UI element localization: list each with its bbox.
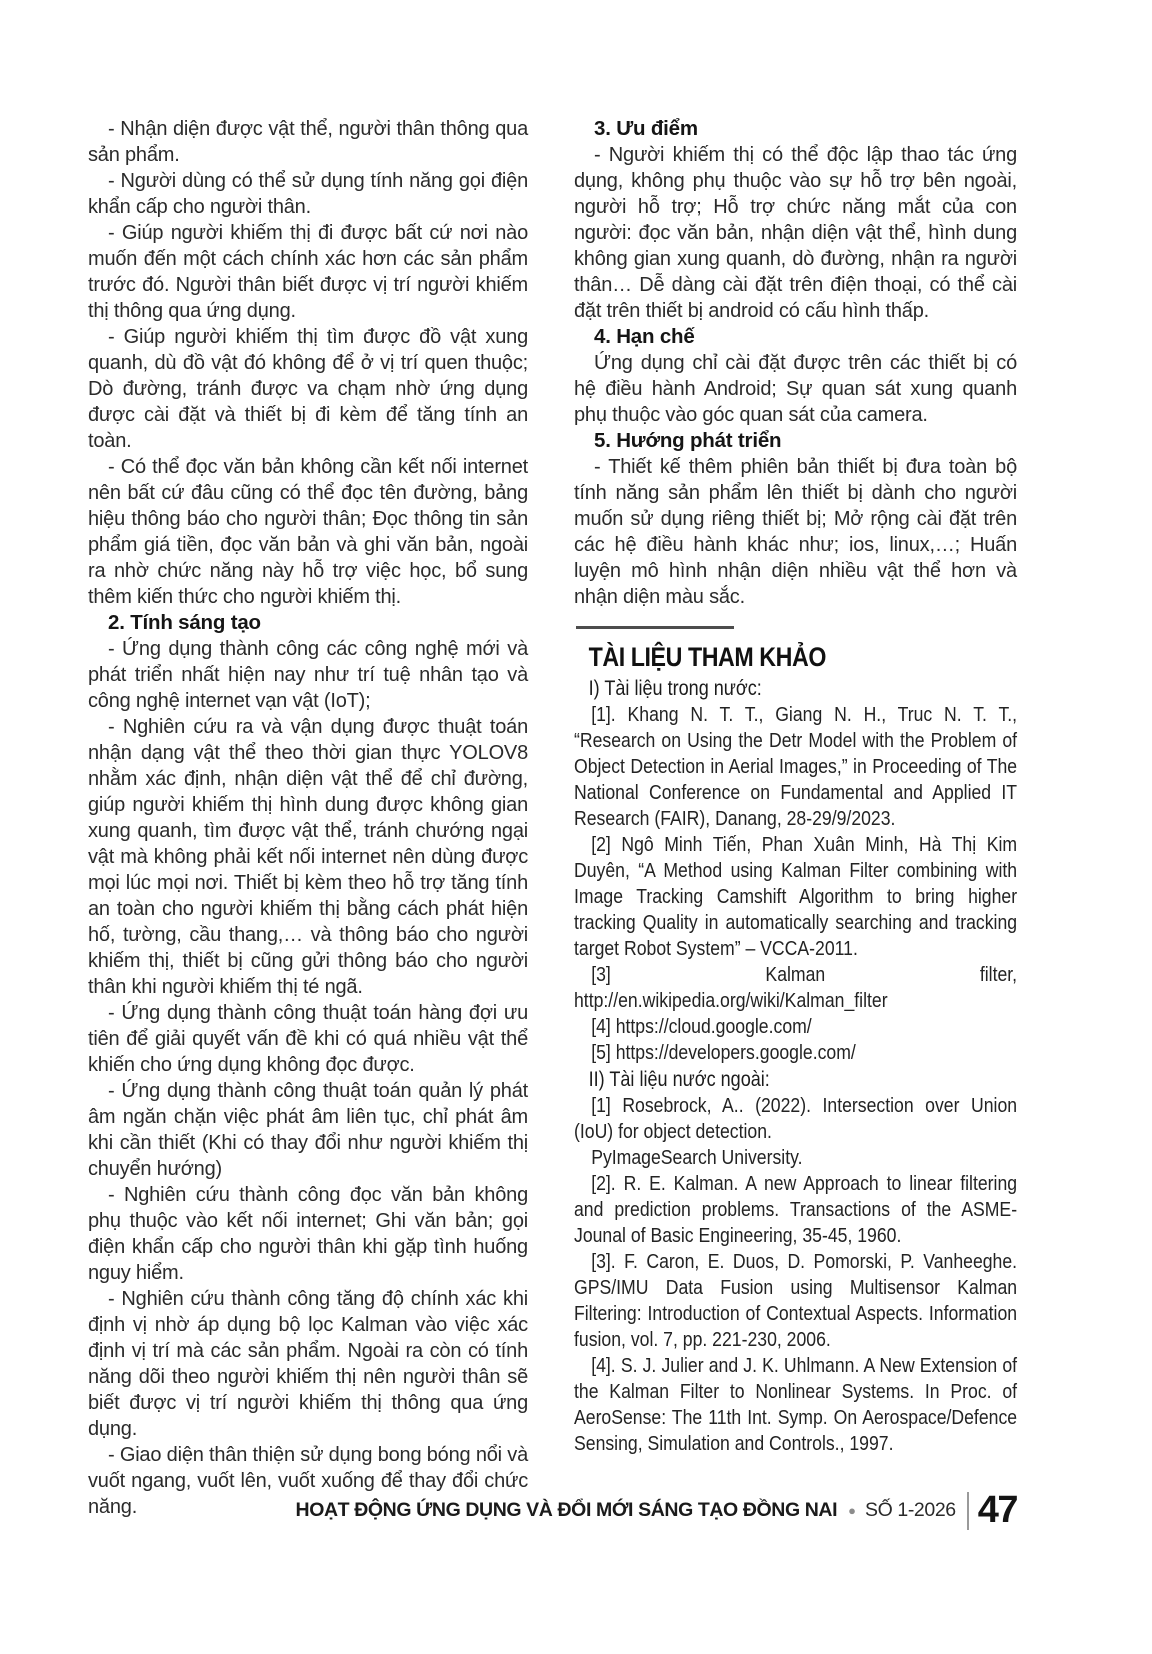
reference-item: [4] https://cloud.google.com/ [591, 1015, 812, 1038]
body-paragraph: - Giúp người khiếm thị đi được bất cứ nơi nào muốn đến một cách chính xác hơn các sản phẩm trước đó. Người thân biết được vị trí người khiếm thị thông qua ứng dụng. [88, 222, 528, 322]
reference-item: [5] https://developers.google.com/ [591, 1041, 856, 1064]
references-foreign-subheading: II) Tài liệu nước ngoài: [588, 1068, 770, 1091]
references-domestic-subheading: I) Tài liệu trong nước: [588, 677, 762, 700]
left-column [88, 116, 528, 1520]
reference-item: PyImageSearch University. [591, 1146, 803, 1169]
body-paragraph: - Thiết kế thêm phiên bản thiết bị đưa toàn bộ tính năng sản phẩm lên thiết bị dành cho người muốn sử dụng riêng thiết bị; Mở rộng cài đặt trên các hệ điều hành khác như; ios, linux,…; Huấn luyện mô hình nhận diện nhiều vật thể hơn và nhận diện màu sắc. [574, 456, 1017, 608]
heading-uu-diem: 3. Ưu điểm [594, 117, 698, 140]
reference-item: [2] Ngô Minh Tiến, Phan Xuân Minh, Hà Thị Kim Duyên, “A Method using Kalman Filter combining with Image Tracking Camshift Algorithm to bring higher tracking Quality in automatically searching and tracking target Robot System” – VCCA-2011. [574, 833, 1018, 960]
body-paragraph: - Nhận diện được vật thể, người thân thông qua sản phẩm. [88, 118, 528, 166]
reference-item: [1] Rosebrock, A.. (2022). Intersection over Union (IoU) for object detection. [574, 1094, 1018, 1143]
body-paragraph: - Nghiên cứu thành công đọc văn bản không phụ thuộc vào kết nối internet; Ghi văn bản; gọi điện khẩn cấp cho người thân khi gặp tình huống nguy hiểm. [88, 1184, 528, 1284]
body-paragraph: - Giao diện thân thiện sử dụng bong bóng nổi và vuốt ngang, vuốt lên, vuốt xuống để thay đổi chức năng. [88, 1444, 528, 1518]
reference-item: [4]. S. J. Julier and J. K. Uhlmann. A New Extension of the Kalman Filter to Nonlinear Systems. In Proc. of AeroSense: The 11th Int. Symp. On Aerospace/Defence Sensing, Simulation and Controls., 1997. [574, 1354, 1018, 1455]
footer-issue-number: SỐ 1-2026 [865, 1499, 956, 1521]
references-heading: TÀI LIỆU THAM KHẢO [588, 642, 826, 672]
heading-han-che: 4. Hạn chế [594, 325, 695, 348]
two-column-text-area [88, 116, 1017, 1520]
footer-page-number: 47 [977, 1489, 1017, 1531]
body-paragraph: Ứng dụng chỉ cài đặt được trên các thiết bị có hệ điều hành Android; Sự quan sát xung quanh phụ thuộc vào góc quan sát của camera. [574, 352, 1017, 426]
heading-huong-phat-trien: 5. Hướng phát triển [594, 429, 782, 452]
body-paragraph: - Nghiên cứu thành công tăng độ chính xác khi định vị nhờ áp dụng bộ lọc Kalman vào việc xác định vị trí mà các sản phẩm. Ngoài ra còn có tính năng dõi theo người khiếm thị nên người thân sẽ biết được vị trí người khiếm thị thông qua ứng dụng. [88, 1288, 528, 1440]
body-paragraph: - Ứng dụng thành công thuật toán quản lý phát âm ngăn chặn việc phát âm liên tục, chỉ phát âm khi cần thiết (Khi có thay đổi như người khiếm thị chuyển hướng) [88, 1080, 528, 1180]
reference-item: [3] Kalman filter, http://en.wikipedia.org/wiki/Kalman_filter [574, 963, 1018, 1012]
reference-item: [2]. R. E. Kalman. A new Approach to linear filtering and prediction problems. Transactions of the ASME-Jounal of Basic Engineering, 35-45, 1960. [574, 1172, 1018, 1247]
footer-divider [967, 1492, 969, 1530]
body-paragraph: - Ứng dụng thành công các công nghệ mới và phát triển nhất hiện nay như trí tuệ nhân tạo và công nghệ internet vạn vật (IoT); [88, 638, 528, 712]
body-paragraph: - Người khiếm thị có thể độc lập thao tác ứng dụng, không phụ thuộc vào sự hỗ trợ bên ngoài, người hỗ trợ; Hỗ trợ chức năng mắt của con người: đọc văn bản, nhận diện vật thể, hình dung không gian xung quanh, dò đường, nhận ra người thân… Dễ dàng cài đặt trên điện thoại, có thể cài đặt trên thiết bị android có cấu hình thấp. [574, 144, 1017, 322]
body-paragraph: - Giúp người khiếm thị tìm được đồ vật xung quanh, dù đồ vật đó không để ở vị trí quen thuộc; Dò đường, tránh được va chạm nhờ ứng dụng được cài đặt và thiết bị đi kèm để tăng tính an toàn. [88, 326, 528, 452]
body-paragraph: - Nghiên cứu ra và vận dụng được thuật toán nhận dạng vật thể theo thời gian thực YOLOV8 nhằm xác định, nhận diện vật thể để chỉ đường, giúp người khiếm thị hình dung được không gian xung quanh, tìm được vật thể, tránh chướng ngại vật mà không phải kết nối internet nên dùng được mọi lúc mọi nơi. Thiết bị kèm theo hỗ trợ tăng tính an toàn cho người khiếm thị bằng cách phát hiện hố, tường, cầu thang,… và thông báo cho người khiếm thị, thiết bị cũng gửi thông báo cho người thân khi người khiếm thị té ngã. [88, 716, 528, 998]
section-divider-line [576, 626, 734, 629]
heading-tinh-sang-tao: 2. Tính sáng tạo [108, 611, 261, 634]
reference-item: [3]. F. Caron, E. Duos, D. Pomorski, P. Vanheeghe. GPS/IMU Data Fusion using Multisensor Kalman Filtering: Introduction of Contextual Aspects. Information fusion, vol. 7, pp. 221-230, 2006. [574, 1250, 1018, 1351]
body-paragraph: - Người dùng có thể sử dụng tính năng gọi điện khẩn cấp cho người thân. [88, 170, 528, 218]
body-paragraph: - Ứng dụng thành công thuật toán hàng đợi ưu tiên để giải quyết vấn đề khi có quá nhiều vật thể khiến cho ứng dụng không đọc được. [88, 1002, 528, 1076]
right-column [574, 116, 1017, 1520]
footer-journal-title: HOẠT ĐỘNG ỨNG DỤNG VÀ ĐỔI MỚI SÁNG TẠO ĐỒNG NAI [295, 1499, 838, 1521]
page-footer [296, 1489, 1017, 1532]
footer-bullet-icon: ● [848, 1503, 856, 1518]
body-paragraph: - Có thể đọc văn bản không cần kết nối internet nên bất cứ đâu cũng có thể đọc tên đường, bảng hiệu thông báo cho người thân; Đọc thông tin sản phẩm giá tiền, đọc văn bản và ghi văn bản, ngoài ra nhờ chức năng này hỗ trợ việc học, bổ sung thêm kiến thức cho người khiếm thị. [88, 456, 528, 608]
reference-item: [1]. Khang N. T. T., Giang N. H., Truc N. T. T., “Research on Using the Detr Model with the Problem of Object Detection in Aerial Images,” in Proceeding of The National Conference on Fundamental and Applied IT Research (FAIR), Danang, 28-29/9/2023. [574, 703, 1018, 830]
